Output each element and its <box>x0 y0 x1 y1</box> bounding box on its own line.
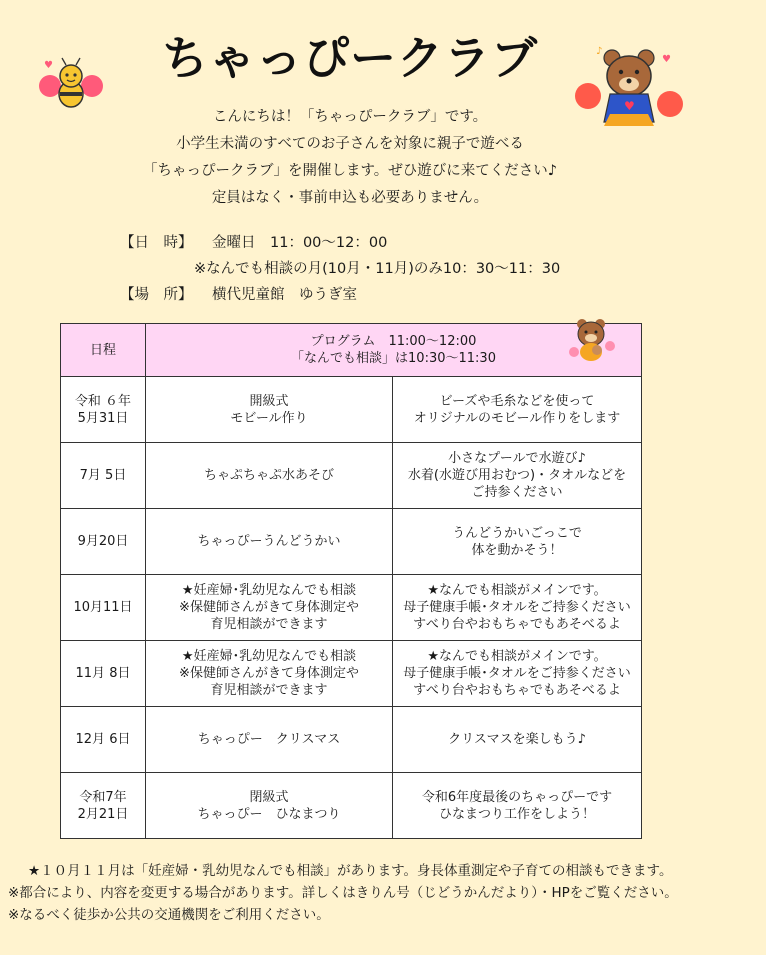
schedule-date-line: 令和 ６年 <box>74 393 132 409</box>
note-cell-line: ご持参ください <box>471 485 563 500</box>
note-cell-line: 体を動かそう！ <box>471 542 563 558</box>
table-row <box>61 773 642 839</box>
footer-note-3: ※なるべく徒歩か公共の交通機関をご利用ください。 <box>8 907 330 923</box>
program-cell-line: ★妊産婦･乳幼児なんでも相談 <box>181 649 357 664</box>
note-cell-line: ビーズや毛糸などを使って <box>439 393 595 409</box>
note-cell <box>393 773 642 839</box>
header-program-time: プログラム 11:00～12:00 <box>310 334 477 349</box>
svg-text:♥: ♥ <box>662 54 671 65</box>
program-cell-line: ※保健師さんがきて身体測定や <box>179 600 359 615</box>
table-row <box>61 575 642 641</box>
schedule-date-line: 9月20日 <box>77 534 129 549</box>
svg-text:♪: ♪ <box>596 46 603 57</box>
program-cell <box>146 509 393 575</box>
intro-line-1: こんにちは！「ちゃっぴークラブ」です。 <box>212 109 488 125</box>
program-cell <box>146 377 393 443</box>
footer-notes <box>8 860 758 926</box>
note-cell-line: すべり台やおもちゃでもあそべるよ <box>413 683 621 698</box>
program-cell-line: 育児相談ができます <box>210 617 328 632</box>
note-cell-line: ひなまつり工作をしよう！ <box>438 806 595 822</box>
note-cell-line: オリジナルのモビール作りをします <box>413 410 621 426</box>
note-cell-line: すべり台やおもちゃでもあそべるよ <box>413 617 621 632</box>
event-info <box>120 230 640 308</box>
schedule-date <box>61 443 146 509</box>
schedule-date-line: 5月31日 <box>77 410 129 426</box>
note-cell-line: 母子健康手帳･タオルをご持参ください <box>403 666 631 681</box>
note-cell-line: 令和6年度最後のちゃっぴーです <box>421 789 613 805</box>
note-cell <box>393 707 642 773</box>
schedule-date <box>61 707 146 773</box>
schedule-date-line: 令和7年 <box>79 789 127 805</box>
schedule-date <box>61 641 146 707</box>
date-note: ※なんでも相談の月(10月・11月)のみ10：30～11：30 <box>194 261 561 277</box>
schedule-date <box>61 575 146 641</box>
header-date: 日程 <box>61 324 146 377</box>
place-row <box>120 282 640 308</box>
note-cell <box>393 641 642 707</box>
program-cell-line: ちゃっぴー ひなまつり <box>197 806 341 822</box>
date-label: 【日 時】 <box>120 235 193 251</box>
table-row <box>61 443 642 509</box>
page-title: ちゃっぴークラブ <box>162 31 538 85</box>
cheering-bear-icon <box>574 44 684 136</box>
note-cell <box>393 443 642 509</box>
program-cell-line: ちゃぷちゃぷ水あそび <box>203 468 334 483</box>
program-cell <box>146 707 393 773</box>
date-row <box>120 230 640 256</box>
program-cell <box>146 575 393 641</box>
note-cell <box>393 509 642 575</box>
intro-line-4: 定員はなく・事前申込も必要ありません。 <box>211 190 489 206</box>
place-label: 【場 所】 <box>120 287 193 303</box>
schedule-body <box>61 377 642 839</box>
note-cell-line: 水着(水遊び用おむつ)・タオルなどを <box>407 468 627 483</box>
program-cell <box>146 773 393 839</box>
schedule-table <box>60 323 642 839</box>
note-cell-line: クリスマスを楽しもう♪ <box>448 732 586 747</box>
intro-line-2: 小学生未満のすべてのお子さんを対象に親子で遊べる <box>176 136 524 152</box>
schedule-date-line: 10月11日 <box>73 600 133 615</box>
note-cell-line: うんどうかいごっこで <box>452 525 582 541</box>
table-row <box>61 641 642 707</box>
note-cell-line: ★なんでも相談がメインです。 <box>427 583 607 598</box>
program-cell-line: 開級式 <box>249 393 289 409</box>
program-cell-line: ★妊産婦･乳幼児なんでも相談 <box>181 583 357 598</box>
program-cell-line: モビール作り <box>230 410 308 426</box>
table-row <box>61 707 642 773</box>
program-cell-line: ちゃっぴーうんどうかい <box>197 534 341 549</box>
place-value: 横代児童館 ゆうぎ室 <box>212 287 357 303</box>
table-header-row <box>61 324 642 377</box>
schedule-date-line: 12月 6日 <box>75 732 131 747</box>
footer-note-2: ※都合により、内容を変更する場合があります。詳しくはきりん号（じどうかんだより）・HPをご覧ください。 <box>8 885 678 901</box>
svg-text:♥: ♥ <box>44 60 53 71</box>
note-cell <box>393 575 642 641</box>
header-consult-time: 「なんでも相談」は10:30～11:30 <box>291 351 496 366</box>
schedule-date <box>61 509 146 575</box>
schedule-date-line: 2月21日 <box>77 806 129 822</box>
note-cell-line: 母子健康手帳･タオルをご持参ください <box>403 600 631 615</box>
table-row <box>61 509 642 575</box>
schedule-date-line: 7月 5日 <box>79 468 127 483</box>
program-cell <box>146 443 393 509</box>
schedule-date-line: 11月 8日 <box>75 666 131 681</box>
note-cell-line: ★なんでも相談がメインです。 <box>427 649 607 664</box>
intro-text <box>120 104 580 212</box>
intro-line-3: 「ちゃっぴークラブ」を開催します。ぜひ遊びに来てください♪ <box>142 163 558 179</box>
svg-text:♥: ♥ <box>624 99 635 113</box>
program-cell-line: ちゃっぴー クリスマス <box>197 732 341 747</box>
program-cell-line: ※保健師さんがきて身体測定や <box>179 666 359 681</box>
program-cell <box>146 641 393 707</box>
date-value: 金曜日 11：00～12：00 <box>212 235 388 251</box>
schedule-date <box>61 773 146 839</box>
footer-note-1: ★１０月１１月は「妊産婦・乳幼児なんでも相談」があります。身長体重測定や子育ての相談もできます。 <box>28 863 673 879</box>
schedule-date <box>61 377 146 443</box>
program-cell-line: 閉級式 <box>249 789 289 805</box>
bear-with-baby-icon <box>566 316 616 362</box>
table-row <box>61 377 642 443</box>
note-cell-line: 小さなプールで水遊び♪ <box>448 451 586 466</box>
note-cell <box>393 377 642 443</box>
cheering-bee-icon <box>38 56 104 112</box>
program-cell-line: 育児相談ができます <box>210 683 328 698</box>
